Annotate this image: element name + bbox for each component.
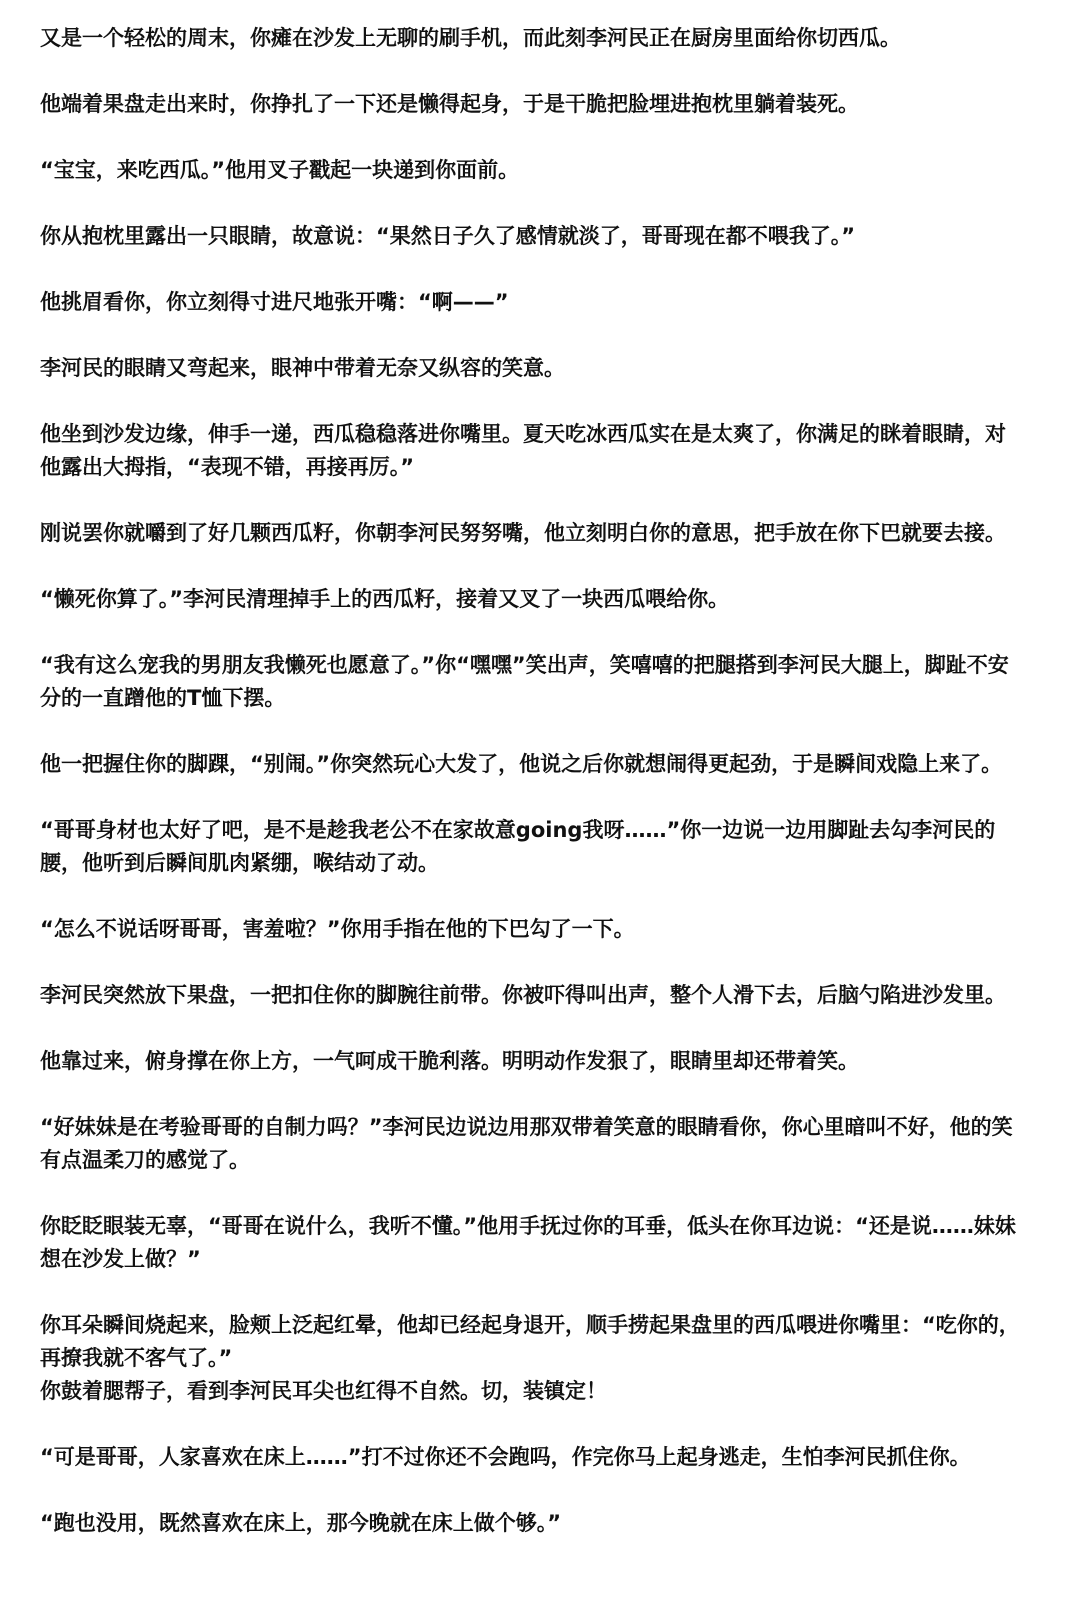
paragraph-3: “宝宝，来吃西瓜。”他用叉子戳起一块递到你面前。 <box>40 158 520 182</box>
paragraph-9: “懒死你算了。”李河民清理掉手上的西瓜籽，接着又叉了一块西瓜喂给你。 <box>40 587 730 611</box>
paragraph-12: “哥哥身材也太好了吧，是不是趁我老公不在家故意going我呀……”你一边说一边用脚趾去勾李河民的腰，他听到后瞬间肌肉紧绷，喉结动了动。 <box>40 818 996 875</box>
paragraph-2: 他端着果盘走出来时，你挣扎了一下还是懒得起身，于是干脆把脸埋进抱枕里躺着装死。 <box>40 92 859 116</box>
paragraph-16: “好妹妹是在考验哥哥的自制力吗？”李河民边说边用那双带着笑意的眼睛看你，你心里暗叫不好，他的笑有点温柔刀的感觉了。 <box>40 1115 1013 1172</box>
paragraph-14: 李河民突然放下果盘，一把扣住你的脚腕往前带。你被吓得叫出声，整个人滑下去，后脑勺陷进沙发里。 <box>40 983 1006 1007</box>
paragraph-11: 他一把握住你的脚踝，“别闹。”你突然玩心大发了，他说之后你就想闹得更起劲，于是瞬间戏隐上来了。 <box>40 752 1003 776</box>
paragraph-5: 他挑眉看你，你立刻得寸进尺地张开嘴：“啊——” <box>40 290 509 314</box>
paragraph-20: “可是哥哥，人家喜欢在床上……”打不过你还不会跑吗，作完你马上起身逃走，生怕李河民抓住你。 <box>40 1445 971 1469</box>
story-text <box>40 22 1025 1573</box>
paragraph-15: 他靠过来，俯身撑在你上方，一气呵成干脆利落。明明动作发狠了，眼睛里却还带着笑。 <box>40 1049 859 1073</box>
paragraph-19: 你鼓着腮帮子，看到李河民耳尖也红得不自然。切，装镇定！ <box>40 1379 607 1403</box>
paragraph-8: 刚说罢你就嚼到了好几颗西瓜籽，你朝李河民努努嘴，他立刻明白你的意思，把手放在你下巴就要去接。 <box>40 521 1006 545</box>
paragraph-13: “怎么不说话呀哥哥，害羞啦？”你用手指在他的下巴勾了一下。 <box>40 917 635 941</box>
paragraph-17: 你眨眨眼装无辜，“哥哥在说什么，我听不懂。”他用手抚过你的耳垂，低头在你耳边说：“还是说……妹妹想在沙发上做？” <box>40 1214 1016 1271</box>
paragraph-18: 你耳朵瞬间烧起来，脸颊上泛起红晕，他却已经起身退开，顺手捞起果盘里的西瓜喂进你嘴里：“吃你的，再撩我就不客气了。” <box>40 1313 1020 1370</box>
paragraph-6: 李河民的眼睛又弯起来，眼神中带着无奈又纵容的笑意。 <box>40 356 565 380</box>
paragraph-7: 他坐到沙发边缘，伸手一递，西瓜稳稳落进你嘴里。夏天吃冰西瓜实在是太爽了，你满足的眯着眼睛，对他露出大拇指，“表现不错，再接再厉。” <box>40 422 1006 479</box>
paragraph-10: “我有这么宠我的男朋友我懒死也愿意了。”你“嘿嘿”笑出声，笑嘻嘻的把腿搭到李河民大腿上，脚趾不安分的一直蹭他的T恤下摆。 <box>40 653 1009 710</box>
paragraph-21: “跑也没用，既然喜欢在床上，那今晚就在床上做个够。” <box>40 1511 562 1535</box>
paragraph-1: 又是一个轻松的周末，你瘫在沙发上无聊的刷手机，而此刻李河民正在厨房里面给你切西瓜。 <box>40 26 901 50</box>
paragraph-4: 你从抱枕里露出一只眼睛，故意说：“果然日子久了感情就淡了，哥哥现在都不喂我了。” <box>40 224 856 248</box>
